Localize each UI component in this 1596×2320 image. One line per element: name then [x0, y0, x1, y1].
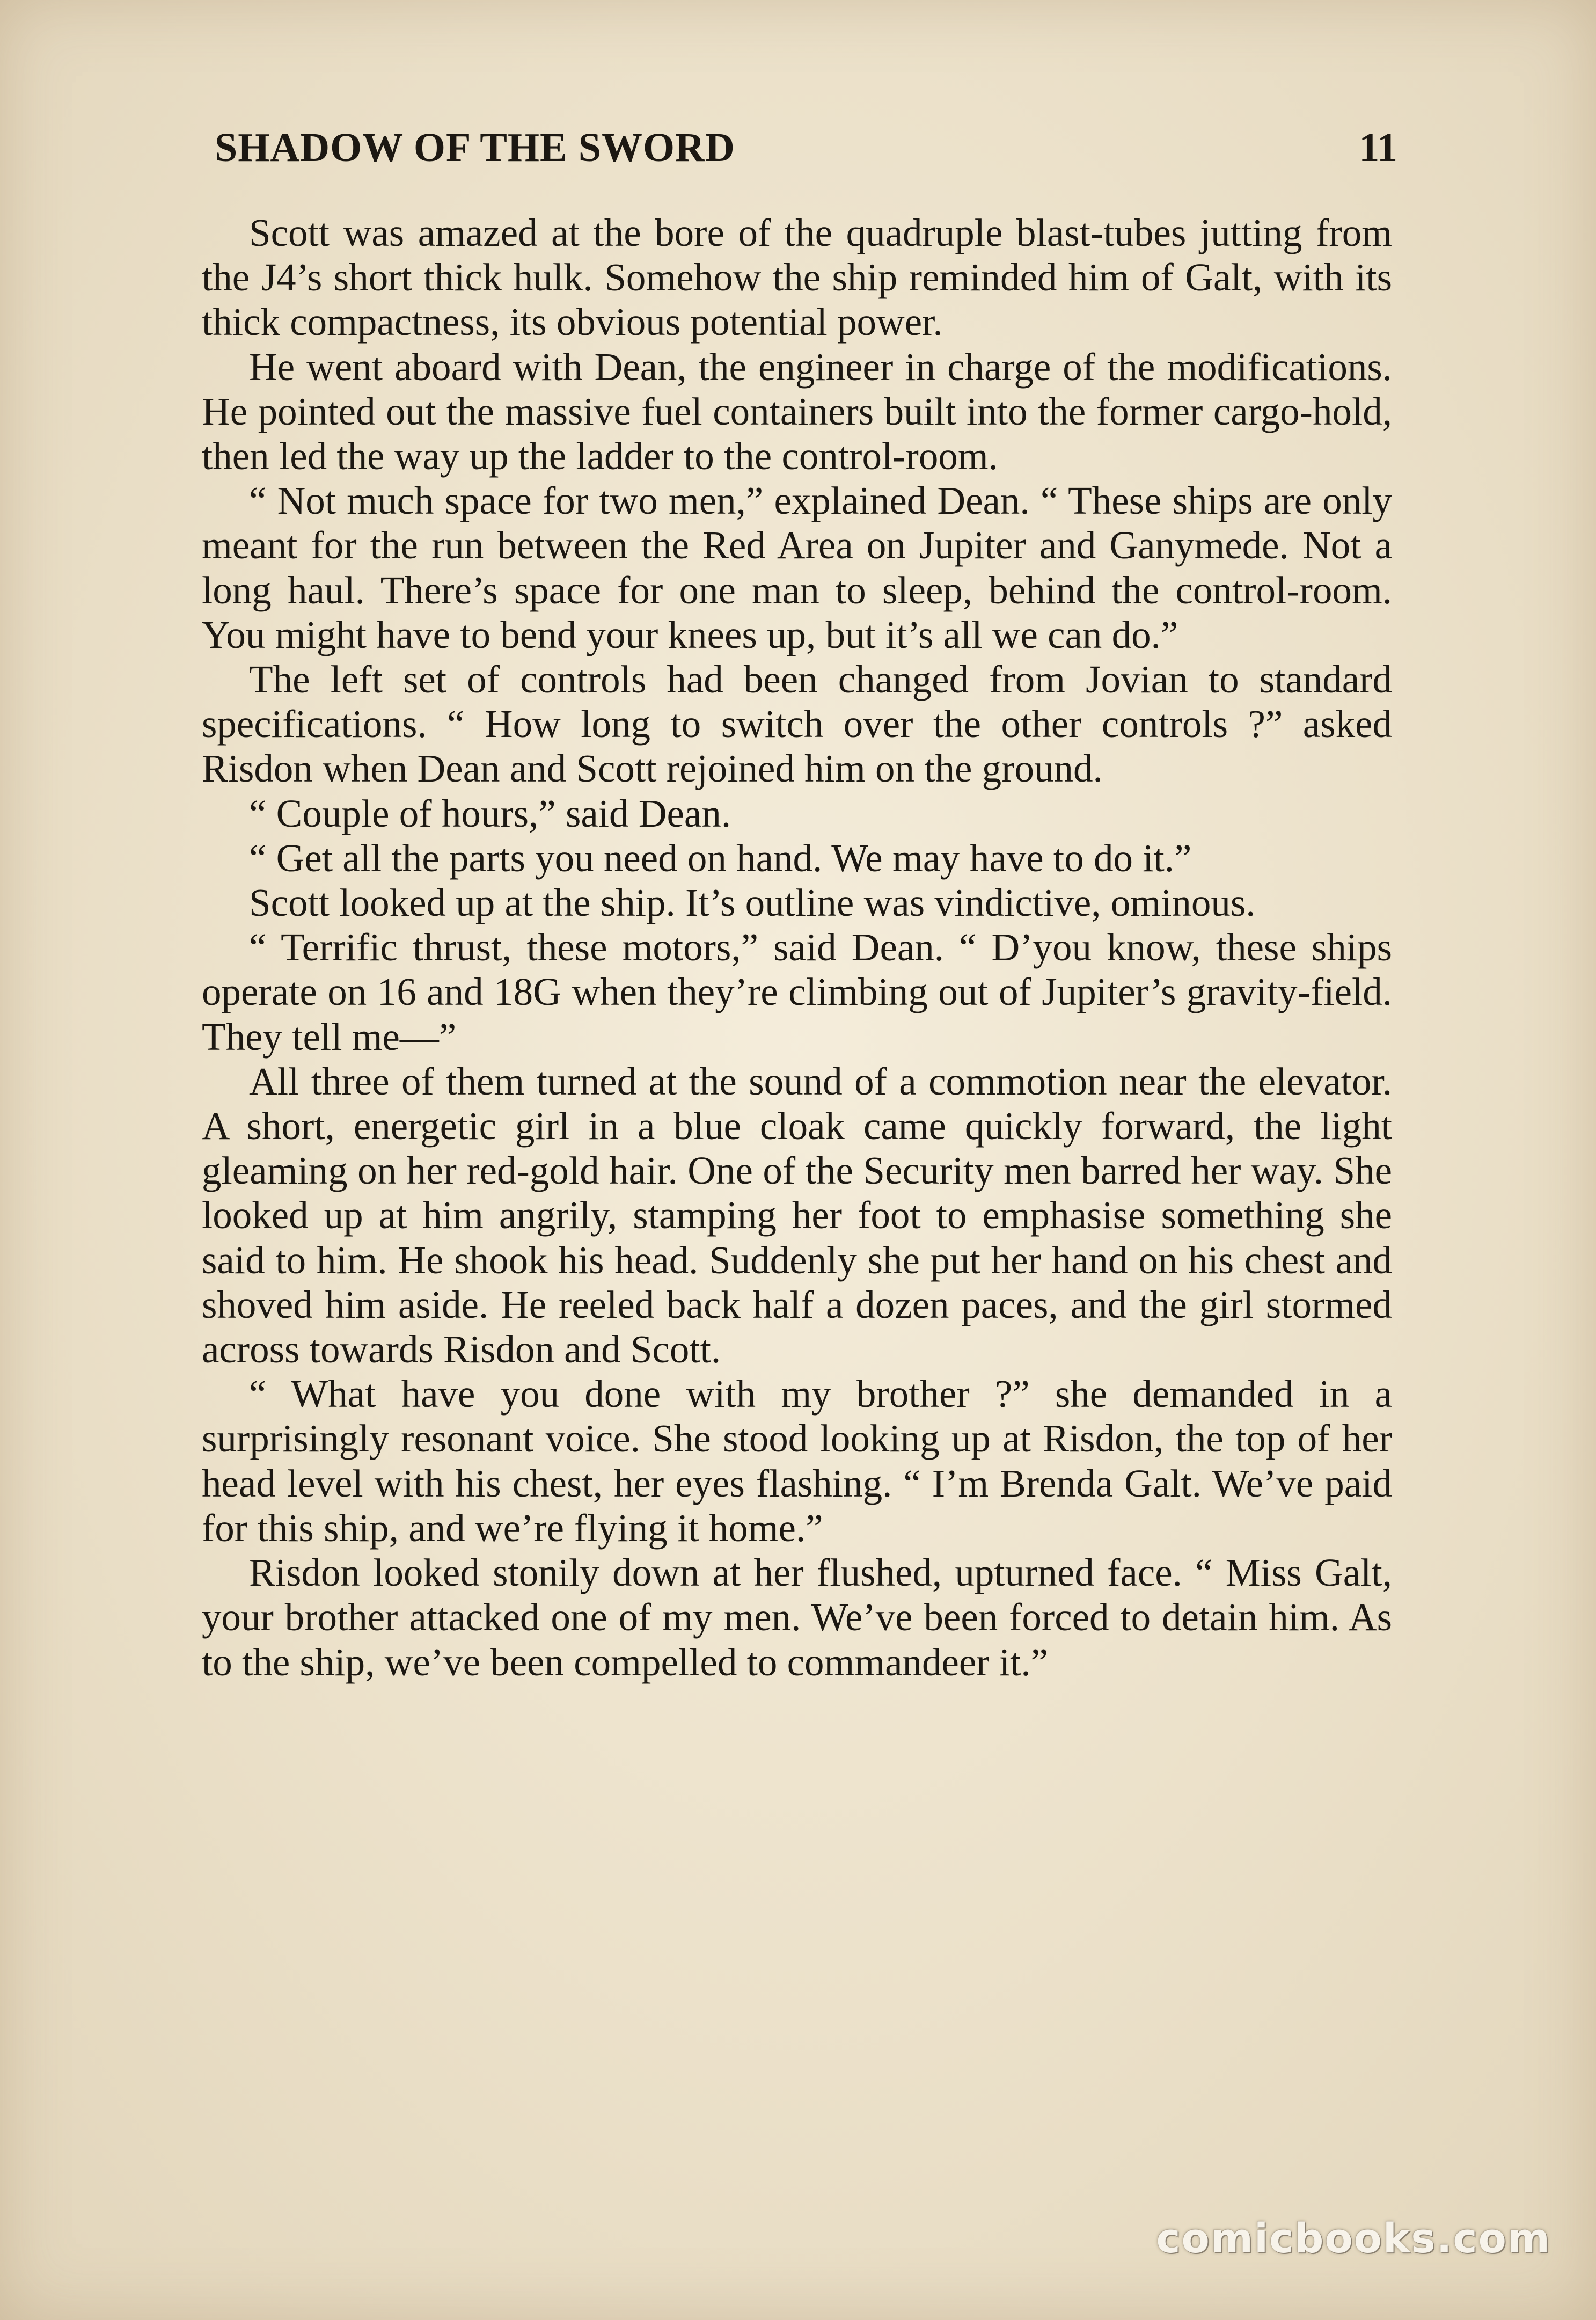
page-header	[215, 125, 1397, 178]
watermark: comicbooks.com	[1156, 2214, 1551, 2262]
paragraph: All three of them turned at the sound of a commotion near the elevator. A short, energetic girl in a blue cloak came quickly forward, the light gleaming on her red-gold hair. One of the Security men barred her way. She looked up at him angrily, stamping her foot to emphasise something she said to him. He shook his head. Suddenly she put her hand on his chest and shoved him aside. He reeled back half a dozen paces, and the girl stormed across towards Risdon and Scott.	[202, 1059, 1392, 1371]
paragraph: The left set of controls had been changed from Jovian to standard specifications. “ How long to switch over the other controls ?” asked Risdon when Dean and Scott rejoined him on the ground.	[202, 658, 1392, 791]
paragraph: He went aboard with Dean, the engineer in charge of the modifications. He pointed out the massive fuel containers built into the former cargo-hold, then led the way up the ladder to the control-room.	[202, 345, 1392, 478]
paragraph: “ Get all the parts you need on hand. We may have to do it.”	[249, 836, 1192, 880]
paragraph: “ What have you done with my brother ?” she demanded in a surprisingly resonant voice. She stood looking up at Risdon, the top of her head level with his chest, her eyes flashing. “ I’m Brenda Galt. We’ve paid for this ship, and we’re flying it home.”	[202, 1372, 1392, 1550]
paragraph: “ Not much space for two men,” explained Dean. “ These ships are only meant for the run between the Red Area on Jupiter and Ganymede. Not a long haul. There’s space for one man to sleep, behind the control-room. You might have to bend your knees up, but it’s all we can do.”	[202, 479, 1392, 656]
paragraph: Scott was amazed at the bore of the quadruple blast-tubes jutting from the J4’s short thick hulk. Somehow the ship reminded him of Galt, with its thick compactness, its obvious potential power.	[202, 211, 1392, 344]
paragraph: Risdon looked stonily down at her flushed, upturned face. “ Miss Galt, your brother attacked one of my men. We’ve been forced to detain him. As to the ship, we’ve been compelled to commandeer it.”	[202, 1551, 1392, 1684]
paragraph: Scott looked up at the ship. It’s outline was vindictive, ominous.	[249, 881, 1256, 925]
paragraph: “ Couple of hours,” said Dean.	[249, 791, 731, 835]
paragraph: “ Terrific thrust, these motors,” said Dean. “ D’you know, these ships operate on 16 and 18G when they’re climbing out of Jupiter’s gravity-field. They tell me—”	[202, 925, 1392, 1059]
body-text	[202, 210, 1392, 1684]
page-number: 11	[1359, 125, 1397, 170]
running-title: SHADOW OF THE SWORD	[215, 125, 735, 170]
